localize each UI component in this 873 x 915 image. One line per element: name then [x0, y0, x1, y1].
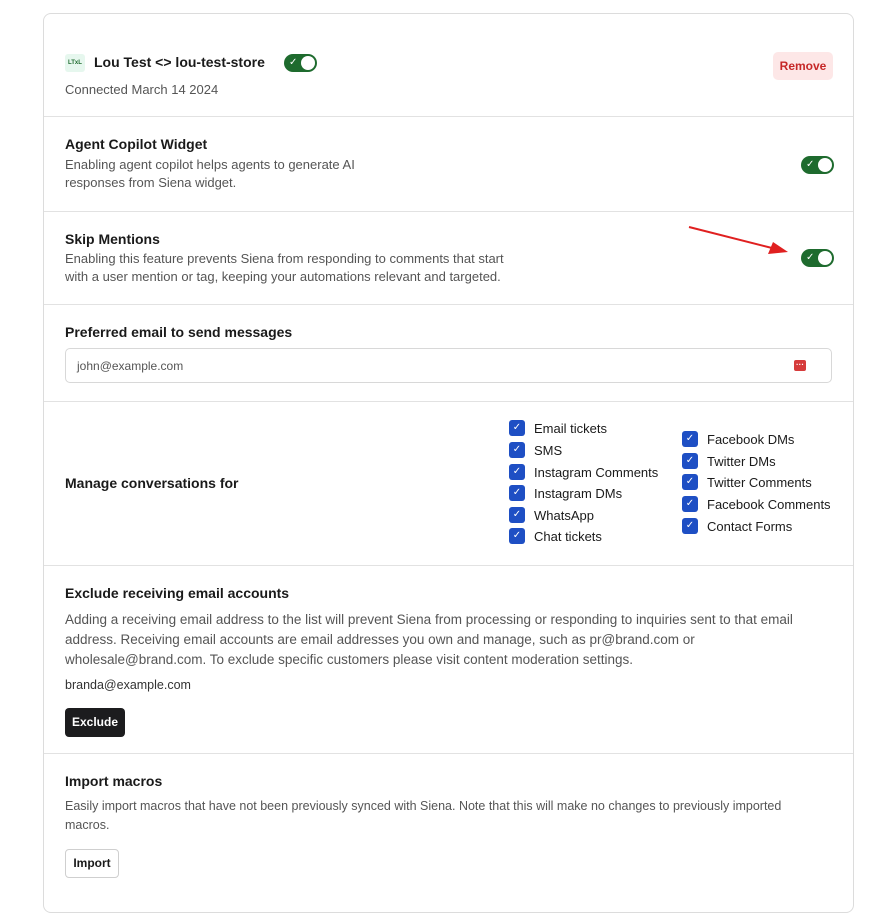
checkbox-checked-icon[interactable]: ✓ [682, 431, 698, 447]
skip-mentions-desc-1: Enabling this feature prevents Siena from responding to comments that start [65, 251, 504, 266]
exclude-desc-2: address. Receiving email accounts are email addresses you own and manage, such as pr@brand.com or [65, 632, 695, 647]
preferred-email-input[interactable] [65, 348, 832, 383]
checkbox-checked-icon[interactable]: ✓ [509, 464, 525, 480]
checkbox-checked-icon[interactable]: ✓ [682, 518, 698, 534]
excluded-email: branda@example.com [65, 678, 191, 692]
check-icon: ✓ [806, 252, 815, 263]
skip-mentions-desc-2: with a user mention or tag, keeping your automations relevant and targeted. [65, 269, 501, 284]
integration-header [44, 14, 853, 116]
channel-facebook-comments[interactable] [682, 495, 831, 513]
channel-label: Instagram DMs [534, 485, 623, 501]
channel-email-tickets[interactable] [509, 419, 607, 437]
toggle-knob [818, 158, 832, 172]
store-logo: LTxL [65, 54, 85, 72]
channel-contact-forms[interactable] [682, 517, 792, 535]
import-macros-title: Import macros [65, 773, 163, 789]
settings-card [43, 13, 854, 913]
skip-mentions-section [44, 211, 853, 305]
check-icon: ✓ [289, 57, 298, 68]
agent-copilot-desc-1: Enabling agent copilot helps agents to generate AI [65, 157, 355, 172]
integration-name: Lou Test <> lou-test-store [94, 54, 265, 70]
manage-conversations-section [44, 401, 853, 566]
channel-label: Contact Forms [707, 518, 793, 534]
check-icon: ✓ [806, 159, 815, 170]
channel-sms[interactable] [509, 441, 562, 459]
channel-label: Facebook DMs [707, 431, 795, 447]
toggle-knob [301, 56, 315, 70]
agent-copilot-toggle[interactable] [801, 156, 834, 174]
checkbox-checked-icon[interactable]: ✓ [509, 442, 525, 458]
channel-label: Twitter Comments [707, 474, 812, 490]
remove-button[interactable]: Remove [773, 52, 833, 80]
channel-chat-tickets[interactable] [509, 527, 602, 545]
integration-toggle[interactable] [284, 54, 317, 72]
import-macros-desc-1: Easily import macros that have not been previously synced with Siena. Note that this will make no changes to previously imported [65, 799, 782, 813]
preferred-email-title: Preferred email to send messages [65, 324, 293, 340]
channel-label: Email tickets [534, 420, 607, 436]
manage-conversations-title: Manage conversations for [65, 475, 239, 491]
import-button[interactable]: Import [65, 849, 119, 878]
checkbox-checked-icon[interactable]: ✓ [682, 496, 698, 512]
channel-twitter-comments[interactable] [682, 473, 812, 491]
channel-label: SMS [534, 442, 563, 458]
import-macros-desc-2: macros. [65, 818, 110, 832]
preferred-email-section [44, 304, 853, 402]
agent-copilot-section [44, 116, 853, 212]
connected-date: Connected March 14 2024 [65, 82, 219, 97]
skip-mentions-toggle[interactable] [801, 249, 834, 267]
channel-label: Facebook Comments [707, 496, 831, 512]
channel-facebook-dms[interactable] [682, 430, 794, 448]
import-macros-section [44, 753, 853, 915]
checkbox-checked-icon[interactable]: ✓ [682, 453, 698, 469]
checkbox-checked-icon[interactable]: ✓ [509, 485, 525, 501]
checkbox-checked-icon[interactable]: ✓ [682, 474, 698, 490]
channel-twitter-dms[interactable] [682, 452, 776, 470]
channel-label: Twitter DMs [707, 453, 776, 469]
password-manager-icon[interactable]: ··· [796, 360, 804, 369]
preferred-email-value: john@example.com [77, 359, 184, 373]
checkbox-checked-icon[interactable]: ✓ [509, 420, 525, 436]
exclude-section [44, 565, 853, 754]
agent-copilot-desc-2: responses from Siena widget. [65, 175, 237, 190]
exclude-title: Exclude receiving email accounts [65, 585, 290, 601]
channel-label: Chat tickets [534, 528, 602, 544]
skip-mentions-title: Skip Mentions [65, 231, 160, 247]
channel-label: WhatsApp [534, 507, 594, 523]
channel-instagram-comments[interactable] [509, 463, 658, 481]
agent-copilot-title: Agent Copilot Widget [65, 136, 208, 152]
exclude-button[interactable]: Exclude [65, 708, 125, 737]
channel-label: Instagram Comments [534, 464, 659, 480]
checkbox-checked-icon[interactable]: ✓ [509, 528, 525, 544]
checkbox-checked-icon[interactable]: ✓ [509, 507, 525, 523]
exclude-desc-1: Adding a receiving email address to the list will prevent Siena from processing or responding to inquiries sent to that email [65, 612, 793, 627]
exclude-desc-3: wholesale@brand.com. To exclude specific customers please visit content moderation settings. [65, 652, 633, 667]
toggle-knob [818, 251, 832, 265]
channel-whatsapp[interactable] [509, 506, 594, 524]
channel-instagram-dms[interactable] [509, 484, 622, 502]
